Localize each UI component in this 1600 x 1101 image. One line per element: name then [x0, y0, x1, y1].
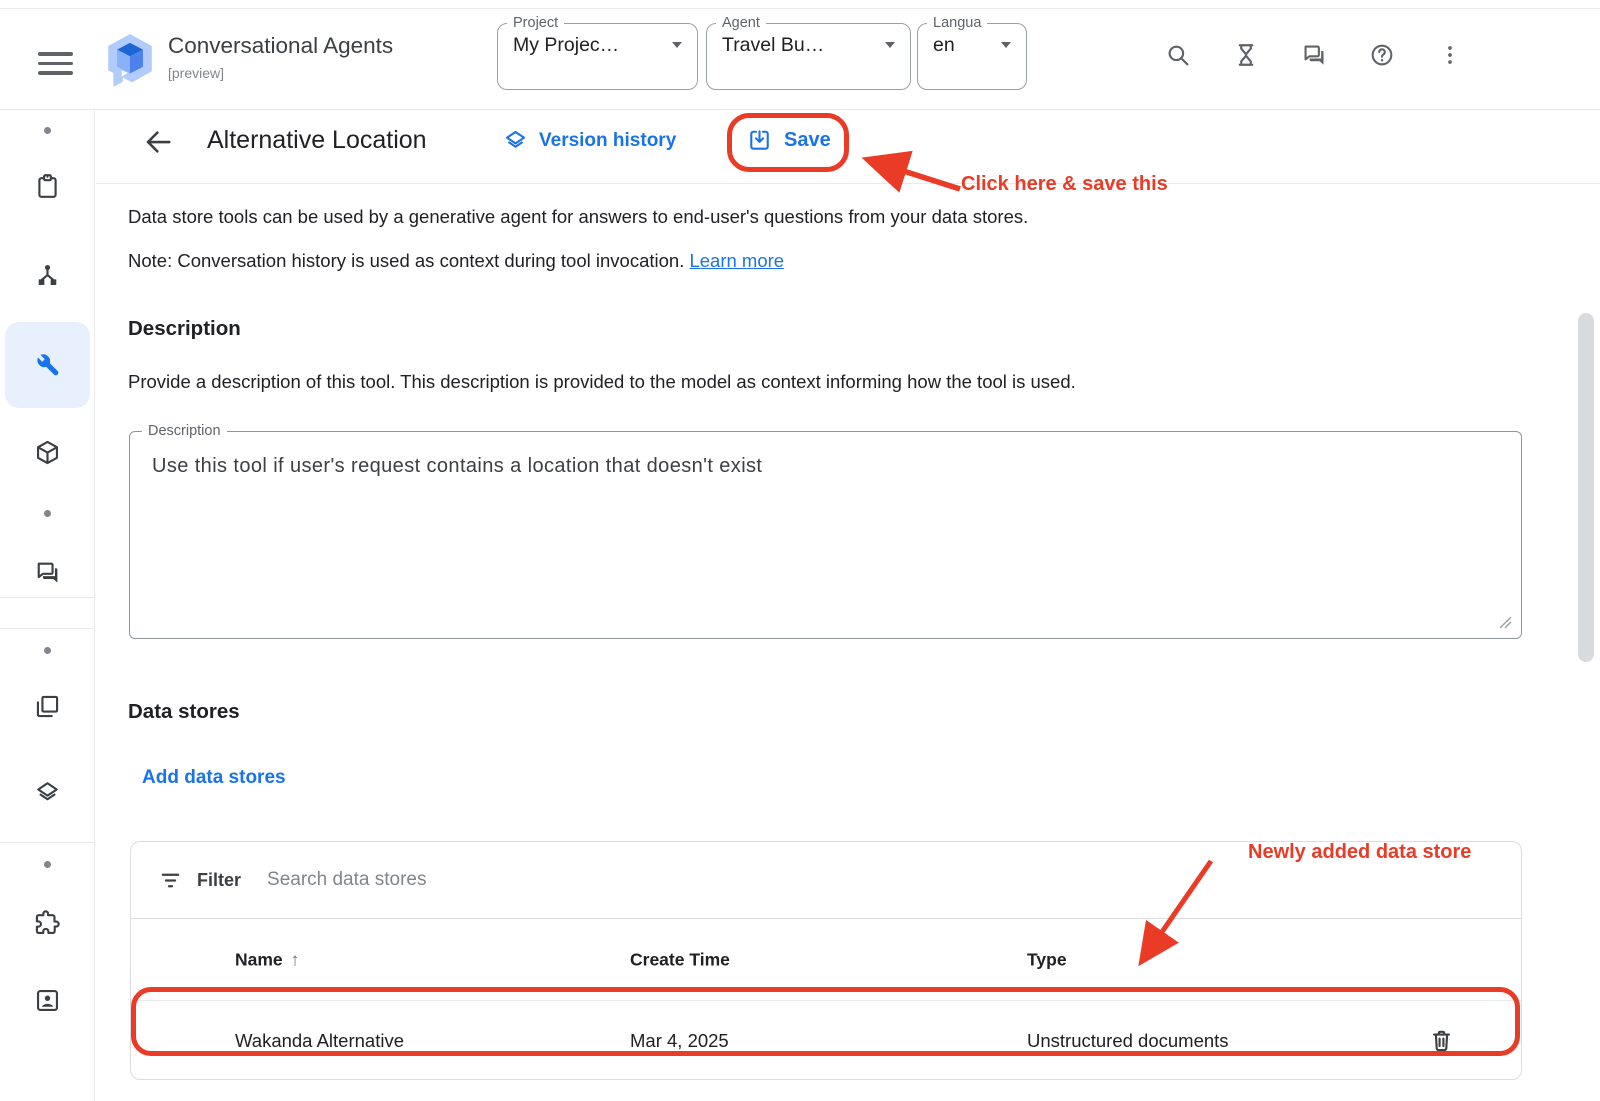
sidebar-item-tools-selected[interactable] [5, 322, 90, 408]
section-dot [44, 647, 51, 654]
table-header-row [131, 918, 1521, 1000]
app-title: Conversational Agents [168, 33, 394, 58]
column-header-create-time[interactable]: Create Time [630, 949, 730, 969]
sidebar-item-account-icon[interactable] [34, 987, 61, 1014]
language-selector-value: en [933, 33, 955, 56]
annotation-save-text: Click here & save this [961, 173, 1168, 195]
annotation-arrow-save [872, 161, 960, 189]
description-field-value: Use this tool if user's request contains a location that doesn't exist [152, 454, 763, 477]
left-sidebar [0, 110, 95, 1101]
toolbar-divider [96, 183, 1600, 184]
sidebar-divider [0, 842, 94, 843]
sidebar-item-deployed-code-icon[interactable] [34, 439, 61, 466]
language-selector-label: Langua [933, 15, 982, 31]
save-label: Save [784, 129, 831, 151]
feedback-chat-icon[interactable] [1301, 42, 1327, 68]
agent-selector-value: Travel Bu… [722, 33, 825, 56]
learn-more-link[interactable]: Learn more [689, 250, 785, 271]
description-help-text: Provide a description of this tool. This description is provided to the model as context informing how the tool is used. [128, 371, 1076, 392]
menu-icon[interactable] [38, 52, 73, 75]
column-header-type[interactable]: Type [1027, 949, 1067, 969]
chevron-down-icon [885, 42, 895, 48]
layers-icon [503, 128, 528, 153]
app-preview-label: [preview] [168, 65, 225, 81]
table-row[interactable] [131, 1000, 1521, 1080]
sidebar-item-flows-icon[interactable] [34, 261, 61, 288]
project-selector[interactable] [497, 16, 698, 90]
version-history-button[interactable] [503, 128, 676, 153]
wrench-icon [34, 351, 61, 378]
row-type: Unstructured documents [1027, 1030, 1229, 1051]
hourglass-icon[interactable] [1233, 42, 1259, 68]
chevron-down-icon [1001, 42, 1011, 48]
sidebar-item-versions-icon[interactable] [34, 779, 61, 806]
description-heading: Description [128, 317, 241, 340]
agent-selector[interactable] [706, 16, 911, 90]
sort-ascending-icon: ↑ [290, 949, 300, 969]
sidebar-item-clipboard-icon[interactable] [34, 173, 61, 200]
save-button[interactable] [747, 128, 831, 153]
chevron-down-icon [672, 42, 682, 48]
filter-label: Filter [197, 869, 242, 890]
app-header [0, 9, 1600, 110]
description-field-label: Description [148, 423, 221, 439]
language-selector[interactable] [917, 16, 1027, 90]
note-body: Note: Conversation history is used as context during tool invocation. [128, 250, 685, 271]
back-arrow-icon[interactable] [143, 127, 173, 157]
section-dot [44, 127, 51, 134]
sidebar-item-pages-icon[interactable] [34, 693, 61, 720]
filter-icon[interactable] [159, 869, 182, 892]
column-header-name[interactable] [235, 949, 300, 970]
page-title: Alternative Location [207, 126, 427, 154]
datastores-table-card [130, 841, 1522, 1080]
sidebar-divider [0, 597, 94, 598]
vertical-scrollbar-thumb[interactable] [1578, 313, 1594, 662]
search-icon[interactable] [1165, 42, 1191, 68]
sidebar-divider [0, 628, 94, 629]
resize-handle-icon[interactable] [1499, 616, 1512, 629]
row-name: Wakanda Alternative [235, 1030, 404, 1051]
sidebar-item-conversations-icon[interactable] [34, 559, 61, 586]
sidebar-item-integrations-icon[interactable] [34, 909, 61, 936]
description-textarea[interactable] [129, 424, 1522, 639]
more-vert-icon[interactable] [1437, 42, 1463, 68]
datastores-heading: Data stores [128, 700, 240, 723]
annotation-datastore-text: Newly added data store [1248, 841, 1472, 863]
help-icon[interactable] [1369, 42, 1395, 68]
intro-text: Data store tools can be used by a generative agent for answers to end-user's questions from your data stores. [128, 206, 1029, 227]
column-header-name-label: Name [235, 949, 283, 969]
section-dot [44, 861, 51, 868]
delete-icon[interactable] [1428, 1028, 1455, 1055]
section-dot [44, 510, 51, 517]
note-text [128, 250, 784, 272]
save-icon [747, 128, 772, 153]
project-selector-label: Project [513, 15, 559, 31]
agent-selector-label: Agent [722, 15, 760, 31]
project-selector-value: My Projec… [513, 33, 620, 56]
version-history-label: Version history [539, 129, 677, 151]
add-data-stores-button[interactable]: Add data stores [142, 767, 286, 788]
conversational-agents-logo-icon [105, 33, 155, 89]
search-data-stores-input[interactable] [267, 869, 907, 891]
row-create-time: Mar 4, 2025 [630, 1030, 729, 1051]
